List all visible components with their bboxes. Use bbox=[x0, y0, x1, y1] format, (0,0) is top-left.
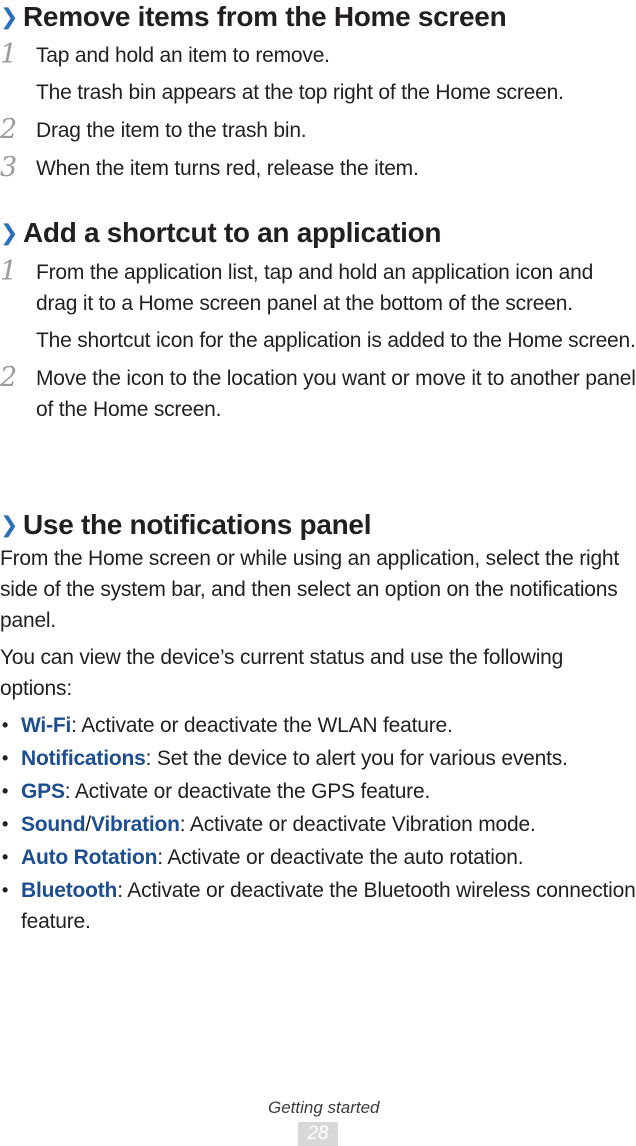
option-name: Auto Rotation bbox=[21, 846, 158, 869]
step-body bbox=[36, 363, 636, 425]
section-notifications-panel bbox=[0, 508, 636, 939]
step-text: Move the icon to the location you want or move it to another panel of the Home screen. bbox=[36, 367, 636, 421]
footer-chapter-label: Getting started bbox=[268, 1098, 380, 1117]
bullet-dot-icon: • bbox=[2, 715, 9, 735]
bullet-dot-icon: • bbox=[2, 748, 9, 768]
chevron-right-icon: ❯ bbox=[0, 512, 19, 537]
chevron-right-icon: ❯ bbox=[0, 220, 19, 245]
step-item bbox=[0, 153, 636, 184]
section-title-text: Remove items from the Home screen bbox=[23, 1, 507, 32]
option-description: : Activate or deactivate the auto rotation. bbox=[157, 846, 524, 869]
section-title bbox=[0, 216, 636, 250]
section-body bbox=[0, 543, 636, 937]
option-name: Wi-Fi bbox=[21, 714, 72, 737]
option-description: : Activate or deactivate Vibration mode. bbox=[179, 813, 536, 836]
step-number: 2 bbox=[0, 114, 18, 145]
step-item bbox=[0, 40, 636, 108]
option-description: : Activate or deactivate the GPS feature. bbox=[64, 780, 431, 803]
options-list bbox=[0, 710, 636, 937]
step-item bbox=[0, 115, 636, 146]
step-body bbox=[36, 257, 636, 356]
bullet-dot-icon: • bbox=[2, 814, 9, 834]
section-title-text: Use the notifications panel bbox=[23, 509, 372, 540]
step-number: 1 bbox=[0, 39, 18, 70]
section-remove-items bbox=[0, 0, 636, 184]
step-item bbox=[0, 363, 636, 425]
chevron-right-icon: ❯ bbox=[0, 4, 19, 29]
step-text: From the application list, tap and hold an application icon and drag it to a Home screen panel at the bottom of the screen. bbox=[36, 261, 594, 315]
option-name: Notifications bbox=[21, 747, 146, 770]
step-number: 3 bbox=[0, 152, 18, 183]
step-item bbox=[0, 257, 636, 356]
list-item bbox=[0, 875, 636, 937]
list-item bbox=[0, 842, 636, 873]
list-item bbox=[0, 809, 636, 840]
step-number: 1 bbox=[0, 256, 18, 287]
step-text: Tap and hold an item to remove. bbox=[36, 44, 330, 67]
bullet-dot-icon: • bbox=[2, 880, 9, 900]
bullet-dot-icon: • bbox=[2, 847, 9, 867]
option-name: GPS bbox=[21, 780, 65, 803]
step-note: The trash bin appears at the top right of the Home screen. bbox=[36, 81, 564, 104]
paragraph: From the Home screen or while using an application, select the right side of the system bar, and then select an option on the notifications panel. bbox=[0, 547, 620, 632]
step-body bbox=[36, 40, 636, 108]
step-note: The shortcut icon for the application is added to the Home screen. bbox=[36, 329, 636, 352]
option-name-secondary: Vibration bbox=[90, 813, 180, 836]
option-separator: / bbox=[85, 813, 91, 836]
option-name: Sound bbox=[21, 813, 86, 836]
section-add-shortcut bbox=[0, 216, 636, 425]
bullet-dot-icon: • bbox=[2, 781, 9, 801]
step-text: Drag the item to the trash bin. bbox=[36, 119, 307, 142]
step-text: When the item turns red, release the item. bbox=[36, 157, 419, 180]
list-item bbox=[0, 710, 636, 741]
section-title-text: Add a shortcut to an application bbox=[23, 217, 442, 248]
paragraph: You can view the device’s current status and use the following options: bbox=[0, 646, 564, 700]
list-item bbox=[0, 776, 636, 807]
page-number: 28 bbox=[298, 1122, 338, 1146]
step-body bbox=[36, 115, 636, 146]
option-name: Bluetooth bbox=[21, 879, 118, 902]
option-description: : Activate or deactivate the Bluetooth wireless connection feature. bbox=[21, 879, 636, 933]
step-body bbox=[36, 153, 636, 184]
list-item bbox=[0, 743, 636, 774]
section-title bbox=[0, 0, 636, 34]
step-number: 2 bbox=[0, 362, 18, 393]
section-title bbox=[0, 508, 636, 542]
option-description: : Set the device to alert you for various events. bbox=[145, 747, 568, 770]
option-description: : Activate or deactivate the WLAN feature. bbox=[71, 714, 453, 737]
